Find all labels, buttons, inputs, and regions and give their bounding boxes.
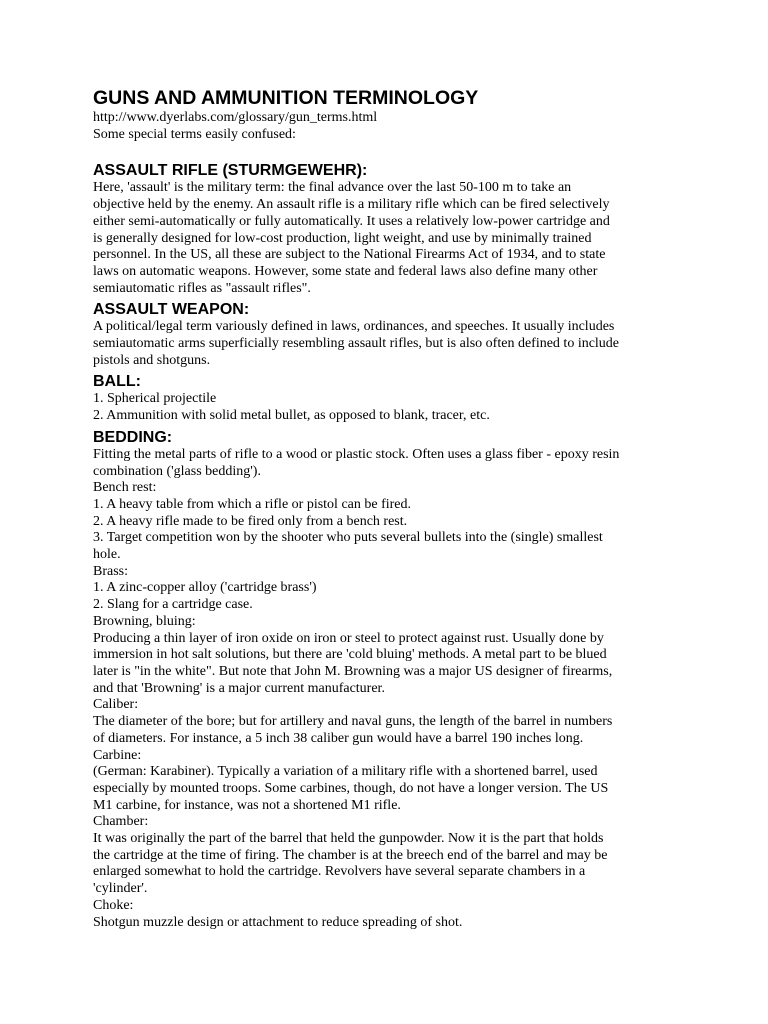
text-line: Chamber: [93,814,149,830]
text-line: semiautomatic arms superficially resembling assault rifles, but is also often defined to include [93,336,620,352]
section-heading: BEDDING: [93,428,173,446]
section-heading: BALL: [93,373,141,391]
text-line: It was originally the part of the barrel that held the gunpowder. Now it is the part that holds [93,831,604,847]
text-line: Carbine: [93,747,142,763]
text-line: Browning, bluing: [93,613,196,629]
text-line: enlarged somewhat to hold the cartridge. Revolvers have several separate chambers in a [93,864,586,880]
text-line: 2. Slang for a cartridge case. [93,597,253,613]
text-line: later is "in the white". But note that John M. Browning was a major US designer of firearms, [93,663,613,679]
text-line: Fitting the metal parts of rifle to a wood or plastic stock. Often uses a glass fiber - epoxy resin [93,446,620,462]
glossary-sections [93,161,683,931]
text-line: Bench rest: [93,480,157,496]
spacer [93,143,683,157]
intro-text: Some special terms easily confused: [93,126,296,142]
text-line: hole. [93,547,121,563]
text-line: laws on automatic weapons. However, some state and federal laws also define many other [93,263,598,279]
text-line: objective held by the enemy. An assault rifle is a military rifle which can be fired selectively [93,197,610,213]
text-line: especially by mounted troops. Some carbines, though, do not have a longer version. The US [93,780,609,796]
text-line: 1. Spherical projectile [93,391,217,407]
text-line: Choke: [93,897,134,913]
text-line: 1. A zinc-copper alloy ('cartridge brass') [93,580,317,596]
text-line: of diameters. For instance, a 5 inch 38 caliber gun would have a barrel 190 inches long. [93,730,584,746]
text-line: (German: Karabiner). Typically a variation of a military rifle with a shortened barrel, used [93,764,598,780]
text-line: immersion in hot salt solutions, but there are 'cold bluing' methods. A metal part to be blued [93,647,607,663]
text-line: 2. A heavy rifle made to be fired only from a bench rest. [93,513,408,529]
glossary-section [93,372,683,424]
text-line: A political/legal term variously defined in laws, ordinances, and speeches. It usually includes [93,319,615,335]
text-line: Producing a thin layer of iron oxide on iron or steel to protect against rust. Usually done by [93,630,604,646]
text-line: Shotgun muzzle design or attachment to reduce spreading of shot. [93,914,463,930]
text-line: 3. Target competition won by the shooter who puts several bullets into the (single) smallest [93,530,603,546]
section-heading: ASSAULT WEAPON: [93,301,250,319]
section-heading: ASSAULT RIFLE (STURMGEWEHR): [93,162,368,180]
glossary-section [93,300,683,369]
text-line: the cartridge at the time of firing. The chamber is at the breech end of the barrel and may be [93,847,608,863]
text-line: either semi-automatically or fully automatically. It uses a relatively low-power cartridge and [93,213,610,229]
text-line: combination ('glass bedding'). [93,463,261,479]
text-line: personnel. In the US, all these are subject to the National Firearms Act of 1934, and to state [93,247,606,263]
text-line: Caliber: [93,697,139,713]
text-line: The diameter of the bore; but for artillery and naval guns, the length of the barrel in numbers [93,714,613,730]
source-url: http://www.dyerlabs.com/glossary/gun_terms.html [93,110,378,125]
glossary-section [93,161,683,297]
text-line: semiautomatic rifles as "assault rifles". [93,280,311,296]
document-page [93,86,683,931]
text-line: pistols and shotguns. [93,352,211,368]
text-line: 'cylinder'. [93,881,148,897]
text-line: 1. A heavy table from which a rifle or pistol can be fired. [93,496,412,512]
glossary-section [93,428,683,931]
text-line: Brass: [93,563,128,579]
text-line: and that 'Browning' is a major current manufacturer. [93,680,385,696]
text-line: is generally designed for low-cost production, light weight, and use by minimally trained [93,230,592,246]
document-title: GUNS AND AMMUNITION TERMINOLOGY [93,87,479,109]
text-line: M1 carbine, for instance, was not a shortened M1 rifle. [93,797,401,813]
text-line: 2. Ammunition with solid metal bullet, as opposed to blank, tracer, etc. [93,408,490,424]
text-line: Here, 'assault' is the military term: the final advance over the last 50-100 m to take an [93,180,572,196]
